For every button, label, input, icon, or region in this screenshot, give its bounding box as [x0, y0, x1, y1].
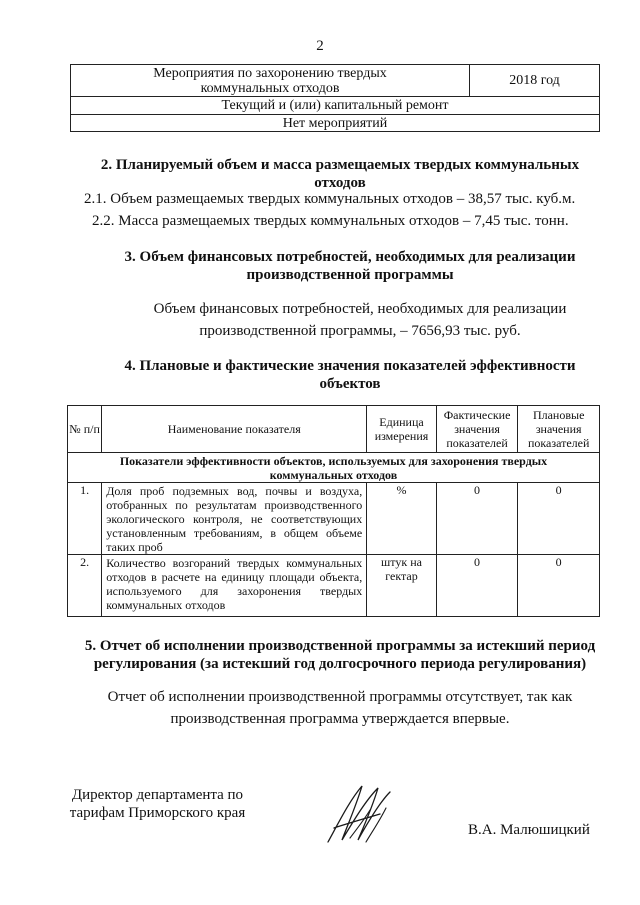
row1-unit: %	[367, 483, 437, 555]
row2-name: Количество возгораний твердых коммунальных отходов в расчете на единицу площади объекта, используемого для захоронения твердых коммунальных отходов	[102, 555, 367, 617]
signatory-title: Директор департамента по тарифам Приморского края	[69, 787, 246, 821]
repair-row: Текущий и (или) капитальный ремонт	[71, 97, 600, 115]
section2-line1: 2.1. Объем размещаемых твердых коммунальных отходов – 38,57 тыс. куб.м.	[84, 191, 576, 207]
group-row: Показатели эффективности объектов, используемых для захоронения твердых коммунальных отходов	[68, 453, 600, 483]
table-row	[68, 483, 600, 555]
page-number: 2	[316, 38, 324, 54]
row2-num: 2.	[68, 555, 102, 617]
table-row	[68, 555, 600, 617]
row2-actual: 0	[436, 555, 518, 617]
handwritten-signature	[320, 780, 400, 850]
row1-name: Доля проб подземных вод, почвы и воздуха, отобранных по результатам производственного экологического контроля, не соответствующих установленным требованиям, в общем объеме таких проб	[102, 483, 367, 555]
section2-heading: 2. Планируемый объем и масса размещаемых твердых коммунальных отходов	[100, 157, 580, 191]
year-cell: 2018 год	[470, 65, 600, 97]
row1-actual: 0	[436, 483, 518, 555]
none-row: Нет мероприятий	[71, 115, 600, 132]
section2-line2: 2.2. Масса размещаемых твердых коммунальных отходов – 7,45 тыс. тонн.	[92, 213, 569, 229]
section3-text: Объем финансовых потребностей, необходимых для реализации производственной программы, – 7656,93 тыс. руб.	[153, 301, 567, 339]
section5-text: Отчет об исполнении производственной программы отсутствует, так как производственная программа утверждается впервые.	[107, 689, 573, 727]
header-planned: Плановые значения показателей	[518, 406, 600, 453]
row1-planned: 0	[518, 483, 600, 555]
section4-heading: 4. Плановые и фактические значения показателей эффективности объектов	[124, 358, 576, 392]
header-num: № п/п	[68, 406, 102, 453]
section3-heading: 3. Объем финансовых потребностей, необходимых для реализации производственной программы	[124, 249, 576, 283]
activities-table	[70, 64, 600, 132]
signatory-name: В.А. Малюшицкий	[468, 822, 590, 838]
row2-planned: 0	[518, 555, 600, 617]
header-name: Наименование показателя	[102, 406, 367, 453]
indicators-table	[67, 405, 600, 617]
section5-heading: 5. Отчет об исполнении производственной программы за истекший период регулирования (за истекший год долгосрочного периода регулирования)	[84, 638, 596, 672]
row1-num: 1.	[68, 483, 102, 555]
activity-label-cell: Мероприятия по захоронению твердых коммунальных отходов	[71, 65, 470, 97]
header-actual: Фактические значения показателей	[436, 406, 518, 453]
row2-unit: штук на гектар	[367, 555, 437, 617]
header-unit: Единица измерения	[367, 406, 437, 453]
